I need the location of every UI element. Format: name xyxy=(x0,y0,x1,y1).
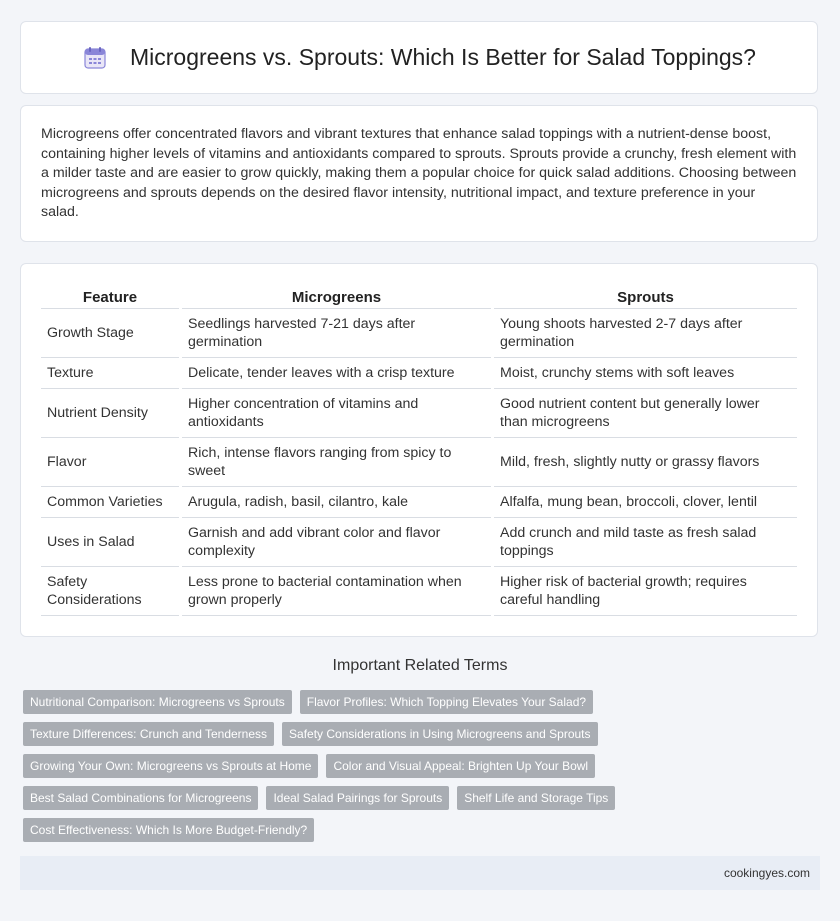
table-row xyxy=(41,487,797,518)
table-row xyxy=(41,567,797,616)
sprouts-cell: Alfalfa, mung bean, broccoli, clover, lentil xyxy=(494,487,797,518)
header-sprouts: Sprouts xyxy=(494,286,797,309)
comparison-table xyxy=(38,286,800,616)
microgreens-cell: Less prone to bacterial contamination when grown properly xyxy=(182,567,491,616)
feature-cell: Flavor xyxy=(41,438,179,487)
sprouts-cell: Good nutrient content but generally lower than microgreens xyxy=(494,389,797,438)
feature-cell: Safety Considerations xyxy=(41,567,179,616)
sprouts-cell: Mild, fresh, slightly nutty or grassy flavors xyxy=(494,438,797,487)
related-terms-title: Important Related Terms xyxy=(332,657,508,674)
title-card xyxy=(20,21,818,94)
table-row xyxy=(41,518,797,567)
table-row xyxy=(41,389,797,438)
table-row xyxy=(41,309,797,358)
microgreens-cell: Higher concentration of vitamins and antioxidants xyxy=(182,389,491,438)
microgreens-cell: Seedlings harvested 7-21 days after germination xyxy=(182,309,491,358)
microgreens-cell: Rich, intense flavors ranging from spicy to sweet xyxy=(182,438,491,487)
footer xyxy=(20,856,820,890)
feature-cell: Uses in Salad xyxy=(41,518,179,567)
related-tag-link[interactable]: Texture Differences: Crunch and Tenderness xyxy=(23,722,274,746)
related-tags xyxy=(23,690,823,850)
related-tag-link[interactable]: Shelf Life and Storage Tips xyxy=(457,786,615,810)
table-header-row xyxy=(41,286,797,309)
related-tag-link[interactable]: Ideal Salad Pairings for Sprouts xyxy=(266,786,449,810)
page-title: Microgreens vs. Sprouts: Which Is Better for Salad Toppings? xyxy=(130,44,756,70)
related-tag-link[interactable]: Growing Your Own: Microgreens vs Sprouts at Home xyxy=(23,754,318,778)
calendar-icon xyxy=(82,45,108,71)
table-row xyxy=(41,438,797,487)
comparison-table-card xyxy=(20,263,818,637)
intro-card xyxy=(20,105,818,242)
microgreens-cell: Garnish and add vibrant color and flavor complexity xyxy=(182,518,491,567)
header-microgreens: Microgreens xyxy=(182,286,491,309)
related-tag-link[interactable]: Cost Effectiveness: Which Is More Budget-Friendly? xyxy=(23,818,314,842)
feature-cell: Common Varieties xyxy=(41,487,179,518)
related-tag-link[interactable]: Nutritional Comparison: Microgreens vs Sprouts xyxy=(23,690,292,714)
feature-cell: Growth Stage xyxy=(41,309,179,358)
microgreens-cell: Delicate, tender leaves with a crisp texture xyxy=(182,358,491,389)
table-row xyxy=(41,358,797,389)
related-tag-link[interactable]: Safety Considerations in Using Microgreens and Sprouts xyxy=(282,722,598,746)
header-feature: Feature xyxy=(41,286,179,309)
footer-site-link[interactable]: cookingyes.com xyxy=(723,866,810,880)
sprouts-cell: Young shoots harvested 2-7 days after germination xyxy=(494,309,797,358)
sprouts-cell: Higher risk of bacterial growth; requires careful handling xyxy=(494,567,797,616)
feature-cell: Nutrient Density xyxy=(41,389,179,438)
microgreens-cell: Arugula, radish, basil, cilantro, kale xyxy=(182,487,491,518)
related-tag-link[interactable]: Color and Visual Appeal: Brighten Up Your Bowl xyxy=(326,754,595,778)
feature-cell: Texture xyxy=(41,358,179,389)
intro-paragraph: Microgreens offer concentrated flavors and vibrant textures that enhance salad toppings with a nutrient-dense boost, containing higher levels of vitamins and antioxidants compared to sprouts. Sprouts provide a crunchy, fresh element with a milder taste and are easier to grow quickly, making them a popular choice for quick salad additions. Choosing between microgreens and sprouts depends on the desired flavor intensity, nutritional impact, and texture preference in your salad. xyxy=(41,126,797,220)
sprouts-cell: Moist, crunchy stems with soft leaves xyxy=(494,358,797,389)
related-tag-link[interactable]: Flavor Profiles: Which Topping Elevates Your Salad? xyxy=(300,690,593,714)
sprouts-cell: Add crunch and mild taste as fresh salad toppings xyxy=(494,518,797,567)
related-tag-link[interactable]: Best Salad Combinations for Microgreens xyxy=(23,786,258,810)
